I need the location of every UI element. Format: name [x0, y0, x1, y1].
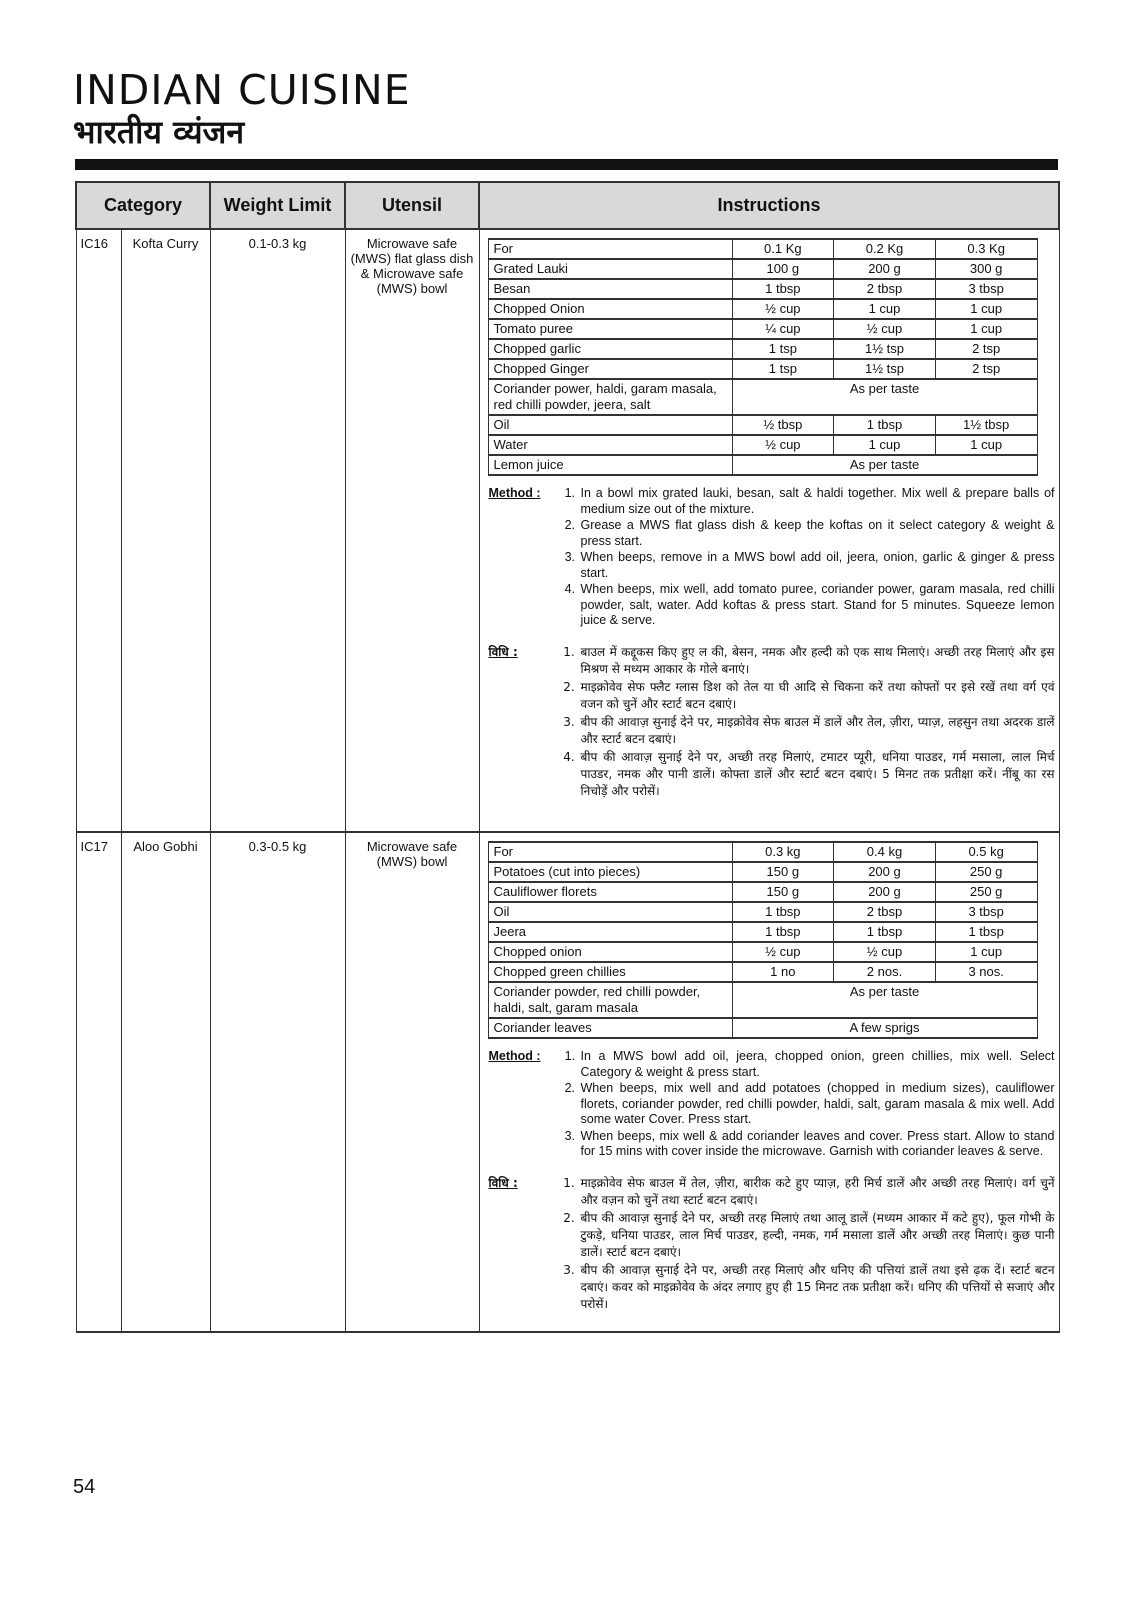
ingredient-quantity: 1 cup — [935, 435, 1037, 455]
method-steps — [557, 1049, 1055, 1161]
method-step: 1. In a MWS bowl add oil, jeera, chopped onion, green chillies, mix well. Select Category & weight & press start. — [579, 1049, 1055, 1080]
ingredient-quantity: 2 nos. — [834, 962, 936, 982]
vidhi-steps — [557, 1175, 1055, 1314]
ingredient-quantity: 1½ tsp — [834, 359, 936, 379]
ingredient-row — [488, 862, 1037, 882]
ingredients-for-label: For — [488, 239, 732, 259]
ingredient-name: Tomato puree — [488, 319, 732, 339]
method-label: Method : — [488, 1049, 541, 1063]
ingredient-quantity: ½ cup — [834, 942, 936, 962]
ingredient-quantity: 1 no — [732, 962, 834, 982]
recipe-name: Aloo Gobhi — [121, 832, 210, 1332]
recipe-utensil: Microwave safe (MWS) bowl — [345, 832, 479, 1332]
recipe-weight-limit: 0.3-0.5 kg — [210, 832, 345, 1332]
ingredient-row — [488, 962, 1037, 982]
ingredient-quantity: 1 tsp — [732, 359, 834, 379]
ingredient-name: Oil — [488, 902, 732, 922]
ingredient-name: Chopped Ginger — [488, 359, 732, 379]
ingredient-quantity-all: A few sprigs — [732, 1018, 1037, 1038]
vidhi-section — [489, 1175, 1055, 1314]
vidhi-step: 4. बीप की आवाज़ सुनाई देने पर, अच्छी तरह मिलाएं, टमाटर प्यूरी, धनिया पाउडर, गर्म मसाला, लाल मिर्च पाउडर, नमक और पानी डालें। कोफ्ता डालें और स्टार्ट बटन दबाएं। 5 मिनट तक प्रतीक्षा करें। नींबू का रस निचोड़ें और परोसें। — [579, 749, 1055, 800]
ingredient-quantity: 3 tbsp — [935, 279, 1037, 299]
ingredients-weight-column: 0.3 Kg — [935, 239, 1037, 259]
recipe-utensil: Microwave safe (MWS) flat glass dish & Microwave safe (MWS) bowl — [345, 229, 479, 832]
ingredient-row — [488, 902, 1037, 922]
ingredient-quantity: 2 tsp — [935, 359, 1037, 379]
ingredient-name: Lemon juice — [488, 455, 732, 475]
ingredient-quantity: 1 tbsp — [732, 922, 834, 942]
ingredient-quantity-all: As per taste — [732, 379, 1037, 415]
ingredient-quantity: 150 g — [732, 862, 834, 882]
ingredient-row — [488, 259, 1037, 279]
ingredient-row — [488, 455, 1037, 475]
method-steps — [557, 486, 1055, 630]
ingredient-row — [488, 299, 1037, 319]
ingredient-name: Chopped green chillies — [488, 962, 732, 982]
recipe-weight-limit: 0.1-0.3 kg — [210, 229, 345, 832]
ingredients-weight-column: 0.4 kg — [834, 842, 936, 862]
ingredient-name: Coriander power, haldi, garam masala, red chilli powder, jeera, salt — [488, 379, 732, 415]
method-label: Method : — [488, 486, 541, 500]
ingredient-row — [488, 882, 1037, 902]
ingredient-quantity: 3 tbsp — [935, 902, 1037, 922]
method-section — [489, 486, 1055, 630]
method-step: 2. Grease a MWS flat glass dish & keep the koftas on it select category & weight & press start. — [579, 518, 1055, 549]
recipe-row — [76, 832, 1059, 1332]
method-step: 3. When beeps, mix well & add coriander leaves and cover. Press start. Allow to stand for 15 mins with cover inside the microwave. Garnish with coriander leaves & serve. — [579, 1129, 1055, 1160]
ingredient-quantity: 300 g — [935, 259, 1037, 279]
ingredient-name: Jeera — [488, 922, 732, 942]
method-step: 1. In a bowl mix grated lauki, besan, salt & haldi together. Mix well & prepare balls of medium size out of the mixture. — [579, 486, 1055, 517]
recipe-instructions — [479, 229, 1059, 832]
ingredient-quantity: 1½ tbsp — [935, 415, 1037, 435]
ingredient-row — [488, 982, 1037, 1018]
ingredient-quantity: 2 tbsp — [834, 902, 936, 922]
ingredient-quantity: 1 tbsp — [834, 922, 936, 942]
header-category: Category — [76, 182, 210, 229]
ingredients-weight-column: 0.2 Kg — [834, 239, 936, 259]
ingredient-name: Potatoes (cut into pieces) — [488, 862, 732, 882]
ingredient-row — [488, 319, 1037, 339]
method-step: 4. When beeps, mix well, add tomato puree, coriander power, garam masala, red chilli powder, salt, water. Add koftas & press start. Stand for 5 minutes. Squeeze lemon juice & serve. — [579, 582, 1055, 629]
vidhi-label: विधि : — [488, 644, 518, 659]
ingredient-quantity: 2 tsp — [935, 339, 1037, 359]
ingredients-weight-column: 0.3 kg — [732, 842, 834, 862]
ingredients-header-row — [488, 842, 1037, 862]
recipe-table — [75, 181, 1060, 1333]
ingredient-quantity: 1 cup — [935, 299, 1037, 319]
ingredients-weight-column: 0.5 kg — [935, 842, 1037, 862]
page-number: 54 — [73, 1476, 96, 1498]
ingredient-row — [488, 279, 1037, 299]
ingredient-quantity: ½ cup — [732, 435, 834, 455]
ingredient-row — [488, 1018, 1037, 1038]
header-instructions: Instructions — [479, 182, 1059, 229]
title-divider — [75, 159, 1058, 170]
ingredient-quantity-all: As per taste — [732, 455, 1037, 475]
ingredient-name: Besan — [488, 279, 732, 299]
ingredient-row — [488, 942, 1037, 962]
vidhi-step: 2. माइक्रोवेव सेफ फ्लैट ग्लास डिश को तेल या घी आदि से चिकना करें तथा कोफ्तों पर इसे रखें तथा वर्ग एवं वजन को चुनें और स्टार्ट बटन दबाएं। — [579, 679, 1055, 713]
ingredient-quantity: ½ cup — [834, 319, 936, 339]
vidhi-step: 1. बाउल में कद्दूकस किए हुए ल की, बेसन, नमक और हल्दी को एक साथ मिलाएं। अच्छी तरह मिलाएं और इस मिश्रण से मध्यम आकार के गोले बनाएं। — [579, 644, 1055, 678]
ingredients-table — [488, 841, 1038, 1039]
ingredient-quantity: 1 tbsp — [834, 415, 936, 435]
ingredients-table — [488, 238, 1038, 476]
ingredient-quantity-all: As per taste — [732, 982, 1037, 1018]
table-header-row — [76, 182, 1059, 229]
method-step: 2. When beeps, mix well and add potatoes (chopped in medium sizes), cauliflower florets, coriander powder, red chilli powder, haldi, salt, garam masala & mix well. Add some water Cover. Press start. — [579, 1081, 1055, 1128]
ingredient-quantity: 1 tbsp — [732, 279, 834, 299]
method-section — [489, 1049, 1055, 1161]
ingredient-quantity: 250 g — [935, 882, 1037, 902]
ingredient-quantity: 1½ tsp — [834, 339, 936, 359]
ingredient-name: Oil — [488, 415, 732, 435]
page-title: INDIAN CUISINE — [73, 66, 411, 114]
recipe-code: IC16 — [76, 229, 121, 832]
page-subtitle-hindi: भारतीय व्यंजन — [73, 113, 245, 151]
ingredient-quantity: 200 g — [834, 882, 936, 902]
vidhi-section — [489, 644, 1055, 801]
ingredient-quantity: ½ cup — [732, 299, 834, 319]
ingredient-quantity: 250 g — [935, 862, 1037, 882]
ingredient-quantity: 2 tbsp — [834, 279, 936, 299]
ingredient-row — [488, 415, 1037, 435]
ingredient-row — [488, 379, 1037, 415]
ingredients-weight-column: 0.1 Kg — [732, 239, 834, 259]
ingredient-quantity: 100 g — [732, 259, 834, 279]
ingredient-quantity: 1 cup — [935, 319, 1037, 339]
vidhi-label: विधि : — [488, 1175, 518, 1190]
ingredients-header-row — [488, 239, 1037, 259]
vidhi-step: 2. बीप की आवाज़ सुनाई देने पर, अच्छी तरह मिलाएं तथा आलू डालें (मध्यम आकार में कटे हुए), फूल गोभी के टुकड़े, धनिया पाउडर, लाल मिर्च पाउडर, हल्दी, नमक, गर्म मसाला डालें और अच्छी तरह मिलाएं। कुछ पानी डालें। स्टार्ट बटन दबाएं। — [579, 1210, 1055, 1261]
ingredient-quantity: 150 g — [732, 882, 834, 902]
vidhi-step: 3. बीप की आवाज़ सुनाई देने पर, माइक्रोवेव सेफ बाउल में डालें और तेल, ज़ीरा, प्याज़, लहसुन तथा अदरक डालें और स्टार्ट बटन दबाएं। — [579, 714, 1055, 748]
recipe-instructions — [479, 832, 1059, 1332]
ingredient-quantity: 1 tsp — [732, 339, 834, 359]
ingredient-name: Cauliflower florets — [488, 882, 732, 902]
ingredient-quantity: 1 cup — [834, 299, 936, 319]
header-weight-limit: Weight Limit — [210, 182, 345, 229]
recipe-code: IC17 — [76, 832, 121, 1332]
ingredient-quantity: ½ tbsp — [732, 415, 834, 435]
ingredient-quantity: 200 g — [834, 259, 936, 279]
vidhi-step: 3. बीप की आवाज़ सुनाई देने पर, अच्छी तरह मिलाएं और धनिए की पत्तियां डालें तथा इसे ढ़क दें। स्टार्ट बटन दबाएं। कवर को माइक्रोवेव के अंदर लगाए हुए ही 15 मिनट तक प्रतीक्षा करें। धनिए की पत्तियों से सजाएं और परोसें। — [579, 1262, 1055, 1313]
ingredient-quantity: 1 tbsp — [732, 902, 834, 922]
ingredient-row — [488, 359, 1037, 379]
vidhi-steps — [557, 644, 1055, 801]
ingredient-name: Grated Lauki — [488, 259, 732, 279]
ingredient-quantity: 1 cup — [935, 942, 1037, 962]
recipe-row — [76, 229, 1059, 832]
header-utensil: Utensil — [345, 182, 479, 229]
ingredient-name: Water — [488, 435, 732, 455]
vidhi-step: 1. माइक्रोवेव सेफ बाउल में तेल, ज़ीरा, बारीक कटे हुए प्याज़, हरी मिर्च डालें और अच्छी तरह मिलाएं। वर्ग चुनें और वज़न को चुनें तथा स्टार्ट बटन दबाएं। — [579, 1175, 1055, 1209]
ingredients-for-label: For — [488, 842, 732, 862]
ingredient-name: Chopped onion — [488, 942, 732, 962]
ingredient-quantity: 1 tbsp — [935, 922, 1037, 942]
recipe-name: Kofta Curry — [121, 229, 210, 832]
ingredient-quantity: ¼ cup — [732, 319, 834, 339]
ingredient-quantity: 1 cup — [834, 435, 936, 455]
ingredient-name: Coriander powder, red chilli powder, haldi, salt, garam masala — [488, 982, 732, 1018]
ingredient-quantity: ½ cup — [732, 942, 834, 962]
ingredient-quantity: 200 g — [834, 862, 936, 882]
method-step: 3. When beeps, remove in a MWS bowl add oil, jeera, onion, garlic & ginger & press start. — [579, 550, 1055, 581]
ingredient-row — [488, 435, 1037, 455]
ingredient-quantity: 3 nos. — [935, 962, 1037, 982]
ingredient-name: Coriander leaves — [488, 1018, 732, 1038]
ingredient-name: Chopped garlic — [488, 339, 732, 359]
ingredient-name: Chopped Onion — [488, 299, 732, 319]
ingredient-row — [488, 922, 1037, 942]
ingredient-row — [488, 339, 1037, 359]
